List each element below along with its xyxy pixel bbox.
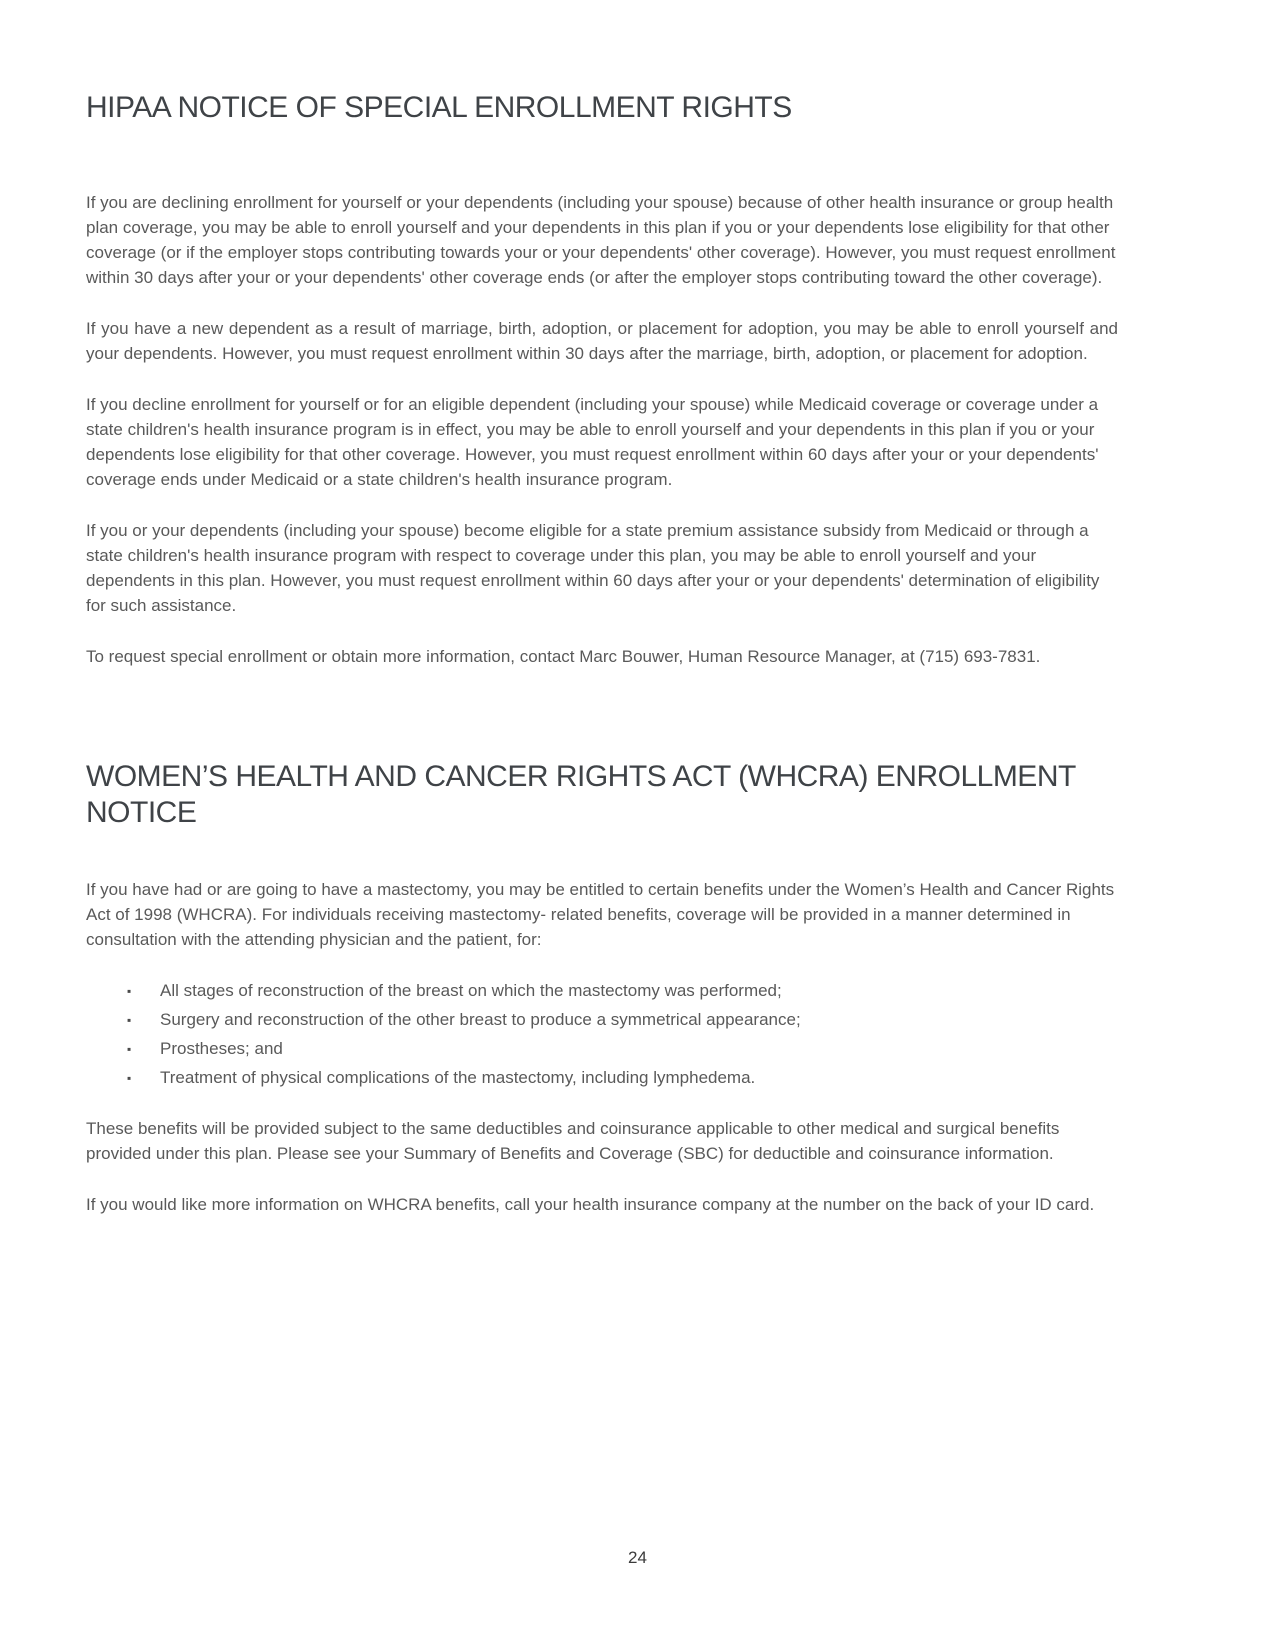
- hipaa-paragraph-declining-enrollment: If you are declining enrollment for yourself or your dependents (including your spouse) because of other health insurance or group health plan coverage, you may be able to enroll yourself and your dependents in this plan if you or your dependents lose eligibility for that other coverage (or if the employer stops contributing towards your or your dependents' other coverage). However, you must request enrollment within 30 days after your or your dependents' other coverage ends (or after the employer stops contributing toward the other coverage).: [86, 193, 1116, 287]
- bullet-item-treatment: ▪ Treatment of physical complications of the mastectomy, including lymphedema.: [127, 1065, 1118, 1090]
- hipaa-paragraph-medicaid-decline: If you decline enrollment for yourself or for an eligible dependent (including your spouse) while Medicaid coverage or coverage under a state children's health insurance program is in effect, you may be able to enroll yourself and your dependents in this plan if you or your dependents lose eligibility for that other coverage. However, you must request enrollment within 60 days after your or your dependents' coverage ends under Medicaid or a state children's health insurance program.: [86, 395, 1099, 489]
- whcra-intro-paragraph: If you have had or are going to have a mastectomy, you may be entitled to certain benefits under the Women’s Health and Cancer Rights Act of 1998 (WHCRA). For individuals receiving mastectomy- related benefits, coverage will be provided in a manner determined in consultation with the attending physician and the patient, for:: [86, 880, 1115, 949]
- bullet-item-surgery: ▪ Surgery and reconstruction of the other breast to produce a symmetrical appearance;: [127, 1007, 1118, 1032]
- bullet-item-prostheses: ▪ Prostheses; and: [127, 1036, 1118, 1061]
- hipaa-paragraph-premium-assistance: If you or your dependents (including your spouse) become eligible for a state premium assistance subsidy from Medicaid or through a state children's health insurance program with respect to coverage under this plan, you may be able to enroll yourself and your dependents in this plan. However, you must request enrollment within 60 days after your or your dependents' determination of eligibility for such assistance.: [86, 521, 1100, 615]
- hipaa-paragraph-new-dependent: If you have a new dependent as a result of marriage, birth, adoption, or placement for adoption, you may be able to enroll yourself and your dependents. However, you must request enrollment within 30 days after the marriage, birth, adoption, or placement for adoption.: [86, 319, 1118, 363]
- hipaa-paragraph-contact: To request special enrollment or obtain more information, contact Marc Bouwer, Human Resource Manager, at (715) 693-7831.: [86, 647, 1041, 666]
- page-footer: [0, 1548, 1275, 1568]
- bullet-item-reconstruction: ▪ All stages of reconstruction of the breast on which the mastectomy was performed;: [127, 978, 1118, 1003]
- whcra-section-heading: WOMEN’S HEALTH AND CANCER RIGHTS ACT (WHCRA) ENROLLMENT NOTICE: [86, 760, 1076, 829]
- whcra-paragraph-more-info: If you would like more information on WHCRA benefits, call your health insurance company at the number on the back of your ID card.: [86, 1195, 1095, 1214]
- whcra-bullet-list: [127, 978, 1118, 1090]
- hipaa-section-heading: HIPAA NOTICE OF SPECIAL ENROLLMENT RIGHTS: [86, 91, 792, 124]
- whcra-paragraph-deductibles: These benefits will be provided subject to the same deductibles and coinsurance applicable to other medical and surgical benefits provided under this plan. Please see your Summary of Benefits and Coverage (SBC) for deductible and coinsurance information.: [86, 1119, 1060, 1163]
- page-number: 24: [628, 1548, 647, 1567]
